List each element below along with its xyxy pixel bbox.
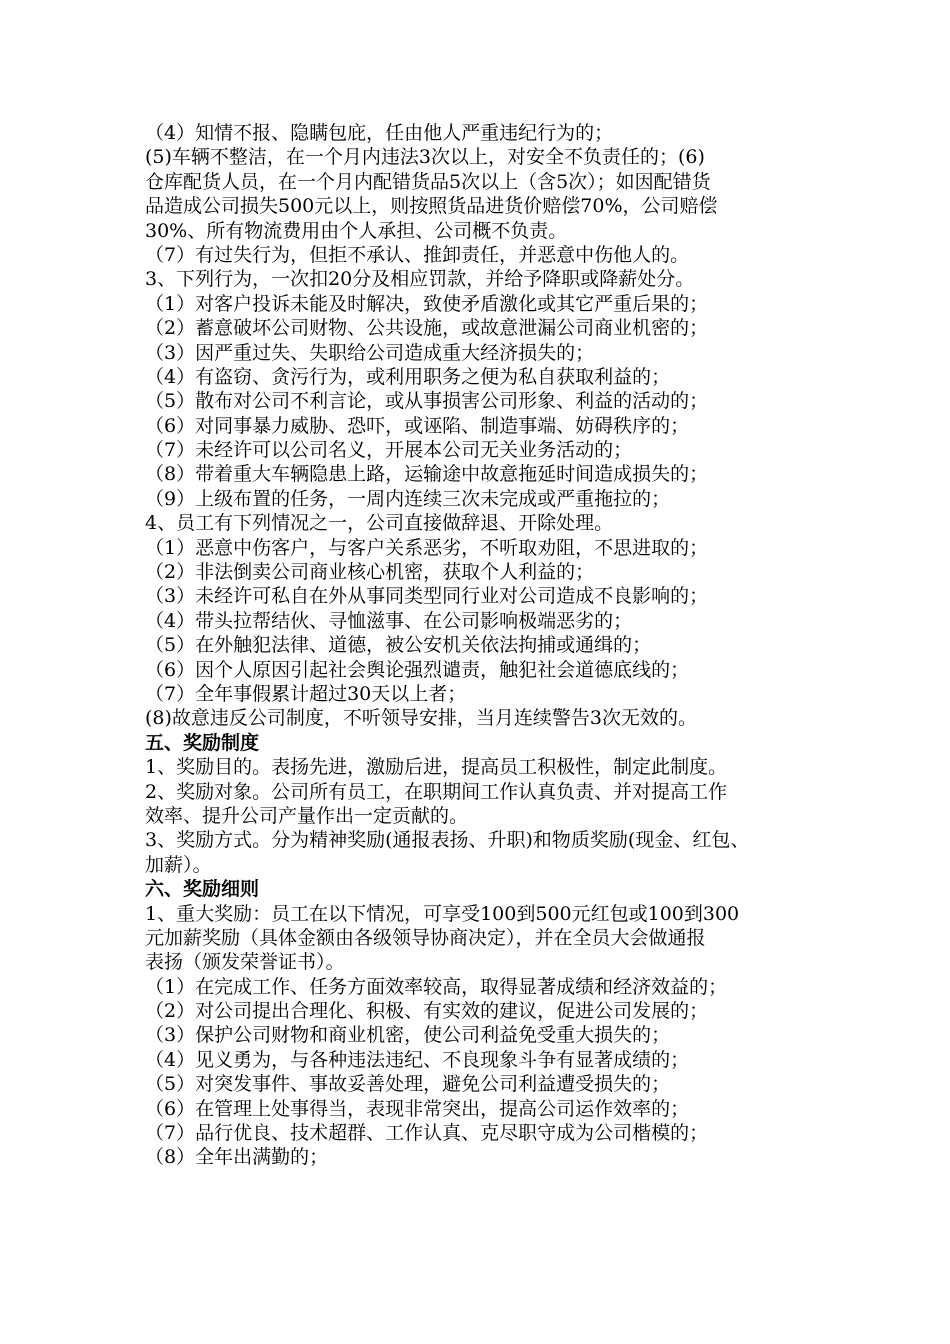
text-line: 仓库配货人员，在一个月内配错货品5次以上（含5次）；如因配错货 bbox=[145, 170, 711, 193]
document-page bbox=[145, 121, 825, 1170]
text-line: 4、员工有下列情况之一，公司直接做辞退、开除处理。 bbox=[145, 512, 614, 535]
text-line: （5）对突发事件、事故妥善处理，避免公司利益遭受损失的； bbox=[145, 1073, 671, 1096]
text-line: （4）有盗窃、贪污行为，或利用职务之便为私自获取利益的； bbox=[145, 365, 671, 388]
text-line: （3）因严重过失、失职给公司造成重大经济损失的； bbox=[145, 341, 595, 364]
section-heading: 五、奖励制度 bbox=[145, 731, 260, 754]
text-line: （5）在外触犯法律、道德，被公安机关依法拘捕或通缉的； bbox=[145, 634, 652, 657]
text-line: （2）非法倒卖公司商业核心机密，获取个人利益的； bbox=[145, 561, 595, 584]
text-line: （2）对公司提出合理化、积极、有实效的建议，促进公司发展的； bbox=[145, 1000, 709, 1023]
text-line: 元加薪奖励（具体金额由各级领导协商决定），并在全员大会做通报 bbox=[145, 926, 706, 949]
text-line: （7）全年事假累计超过30天以上者； bbox=[145, 682, 467, 705]
text-line: （8）带着重大车辆隐患上路，运输途中故意拖延时间造成损失的； bbox=[145, 463, 709, 486]
text-line: （1）对客户投诉未能及时解决，致使矛盾激化或其它严重后果的； bbox=[145, 292, 709, 315]
text-line: （7）有过失行为，但拒不承认、推卸责任，并恶意中伤他人的。 bbox=[145, 243, 690, 266]
text-line: 1、奖励目的。表扬先进，激励后进，提高员工积极性，制定此制度。 bbox=[145, 756, 728, 779]
text-line: （6）在管理上处事得当，表现非常突出，提高公司运作效率的； bbox=[145, 1097, 690, 1120]
text-line: 30%、所有物流费用由个人承担、公司概不负责。 bbox=[145, 219, 568, 242]
text-line: （5）散布对公司不利言论，或从事损害公司形象、利益的活动的； bbox=[145, 390, 709, 413]
text-line: （1）恶意中伤客户，与客户关系恶劣，不听取劝阻，不思进取的； bbox=[145, 536, 709, 559]
text-line: （7）未经许可以公司名义，开展本公司无关业务活动的； bbox=[145, 439, 633, 462]
text-line: （8）全年出满勤的； bbox=[145, 1146, 329, 1169]
text-line: （4）带头拉帮结伙、寻恤滋事、在公司影响极端恶劣的； bbox=[145, 609, 633, 632]
section-heading: 六、奖励细则 bbox=[145, 878, 260, 901]
text-line: （4）知情不报、隐瞒包庇，任由他人严重违纪行为的； bbox=[145, 122, 614, 144]
text-line: （3）保护公司财物和商业机密，使公司利益免受重大损失的； bbox=[145, 1024, 671, 1047]
text-line: (8)故意违反公司制度，不听领导安排，当月连续警告3次无效的。 bbox=[145, 707, 698, 730]
text-line: 3、奖励方式。分为精神奖励(通报表扬、升职)和物质奖励(现金、红包、 bbox=[145, 829, 750, 852]
text-line: （3）未经许可私自在外从事同类型同行业对公司造成不良影响的； bbox=[145, 585, 709, 608]
text-line: 表扬（颁发荣誉证书）。 bbox=[145, 951, 345, 974]
text-line: 品造成公司损失500元以上，则按照货品进货价赔偿70%，公司赔偿 bbox=[145, 195, 718, 218]
text-line: （7）品行优良、技术超群、工作认真、克尽职守成为公司楷模的； bbox=[145, 1122, 709, 1145]
text-line: 加薪）。 bbox=[145, 853, 212, 876]
text-line: （4）见义勇为，与各种违法违纪、不良现象斗争有显著成绩的； bbox=[145, 1048, 690, 1071]
text-line: （6）对同事暴力威胁、恐吓，或诬陷、制造事端、妨碍秩序的； bbox=[145, 414, 690, 437]
text-line: （6）因个人原因引起社会舆论强烈谴责，触犯社会道德底线的； bbox=[145, 658, 690, 681]
text-line: (5)车辆不整洁，在一个月内违法3次以上，对安全不负责任的；(6) bbox=[145, 146, 705, 169]
text-line: 2、奖励对象。公司所有员工，在职期间工作认真负责、并对提高工作 bbox=[145, 780, 728, 803]
text-line: 3、下列行为，一次扣20分及相应罚款，并给予降职或降薪处分。 bbox=[145, 268, 695, 291]
text-line: （1）在完成工作、任务方面效率较高，取得显著成绩和经济效益的； bbox=[145, 975, 728, 998]
text-line: （9）上级布置的任务，一周内连续三次未完成或严重拖拉的； bbox=[145, 487, 671, 510]
text-line: 效率、提升公司产量作出一定贡献的。 bbox=[145, 804, 469, 827]
text-line: 1、重大奖励：员工在以下情况，可享受100到500元红包或100到300 bbox=[145, 902, 740, 925]
text-line: （2）蓄意破坏公司财物、公共设施，或故意泄漏公司商业机密的； bbox=[145, 317, 709, 340]
